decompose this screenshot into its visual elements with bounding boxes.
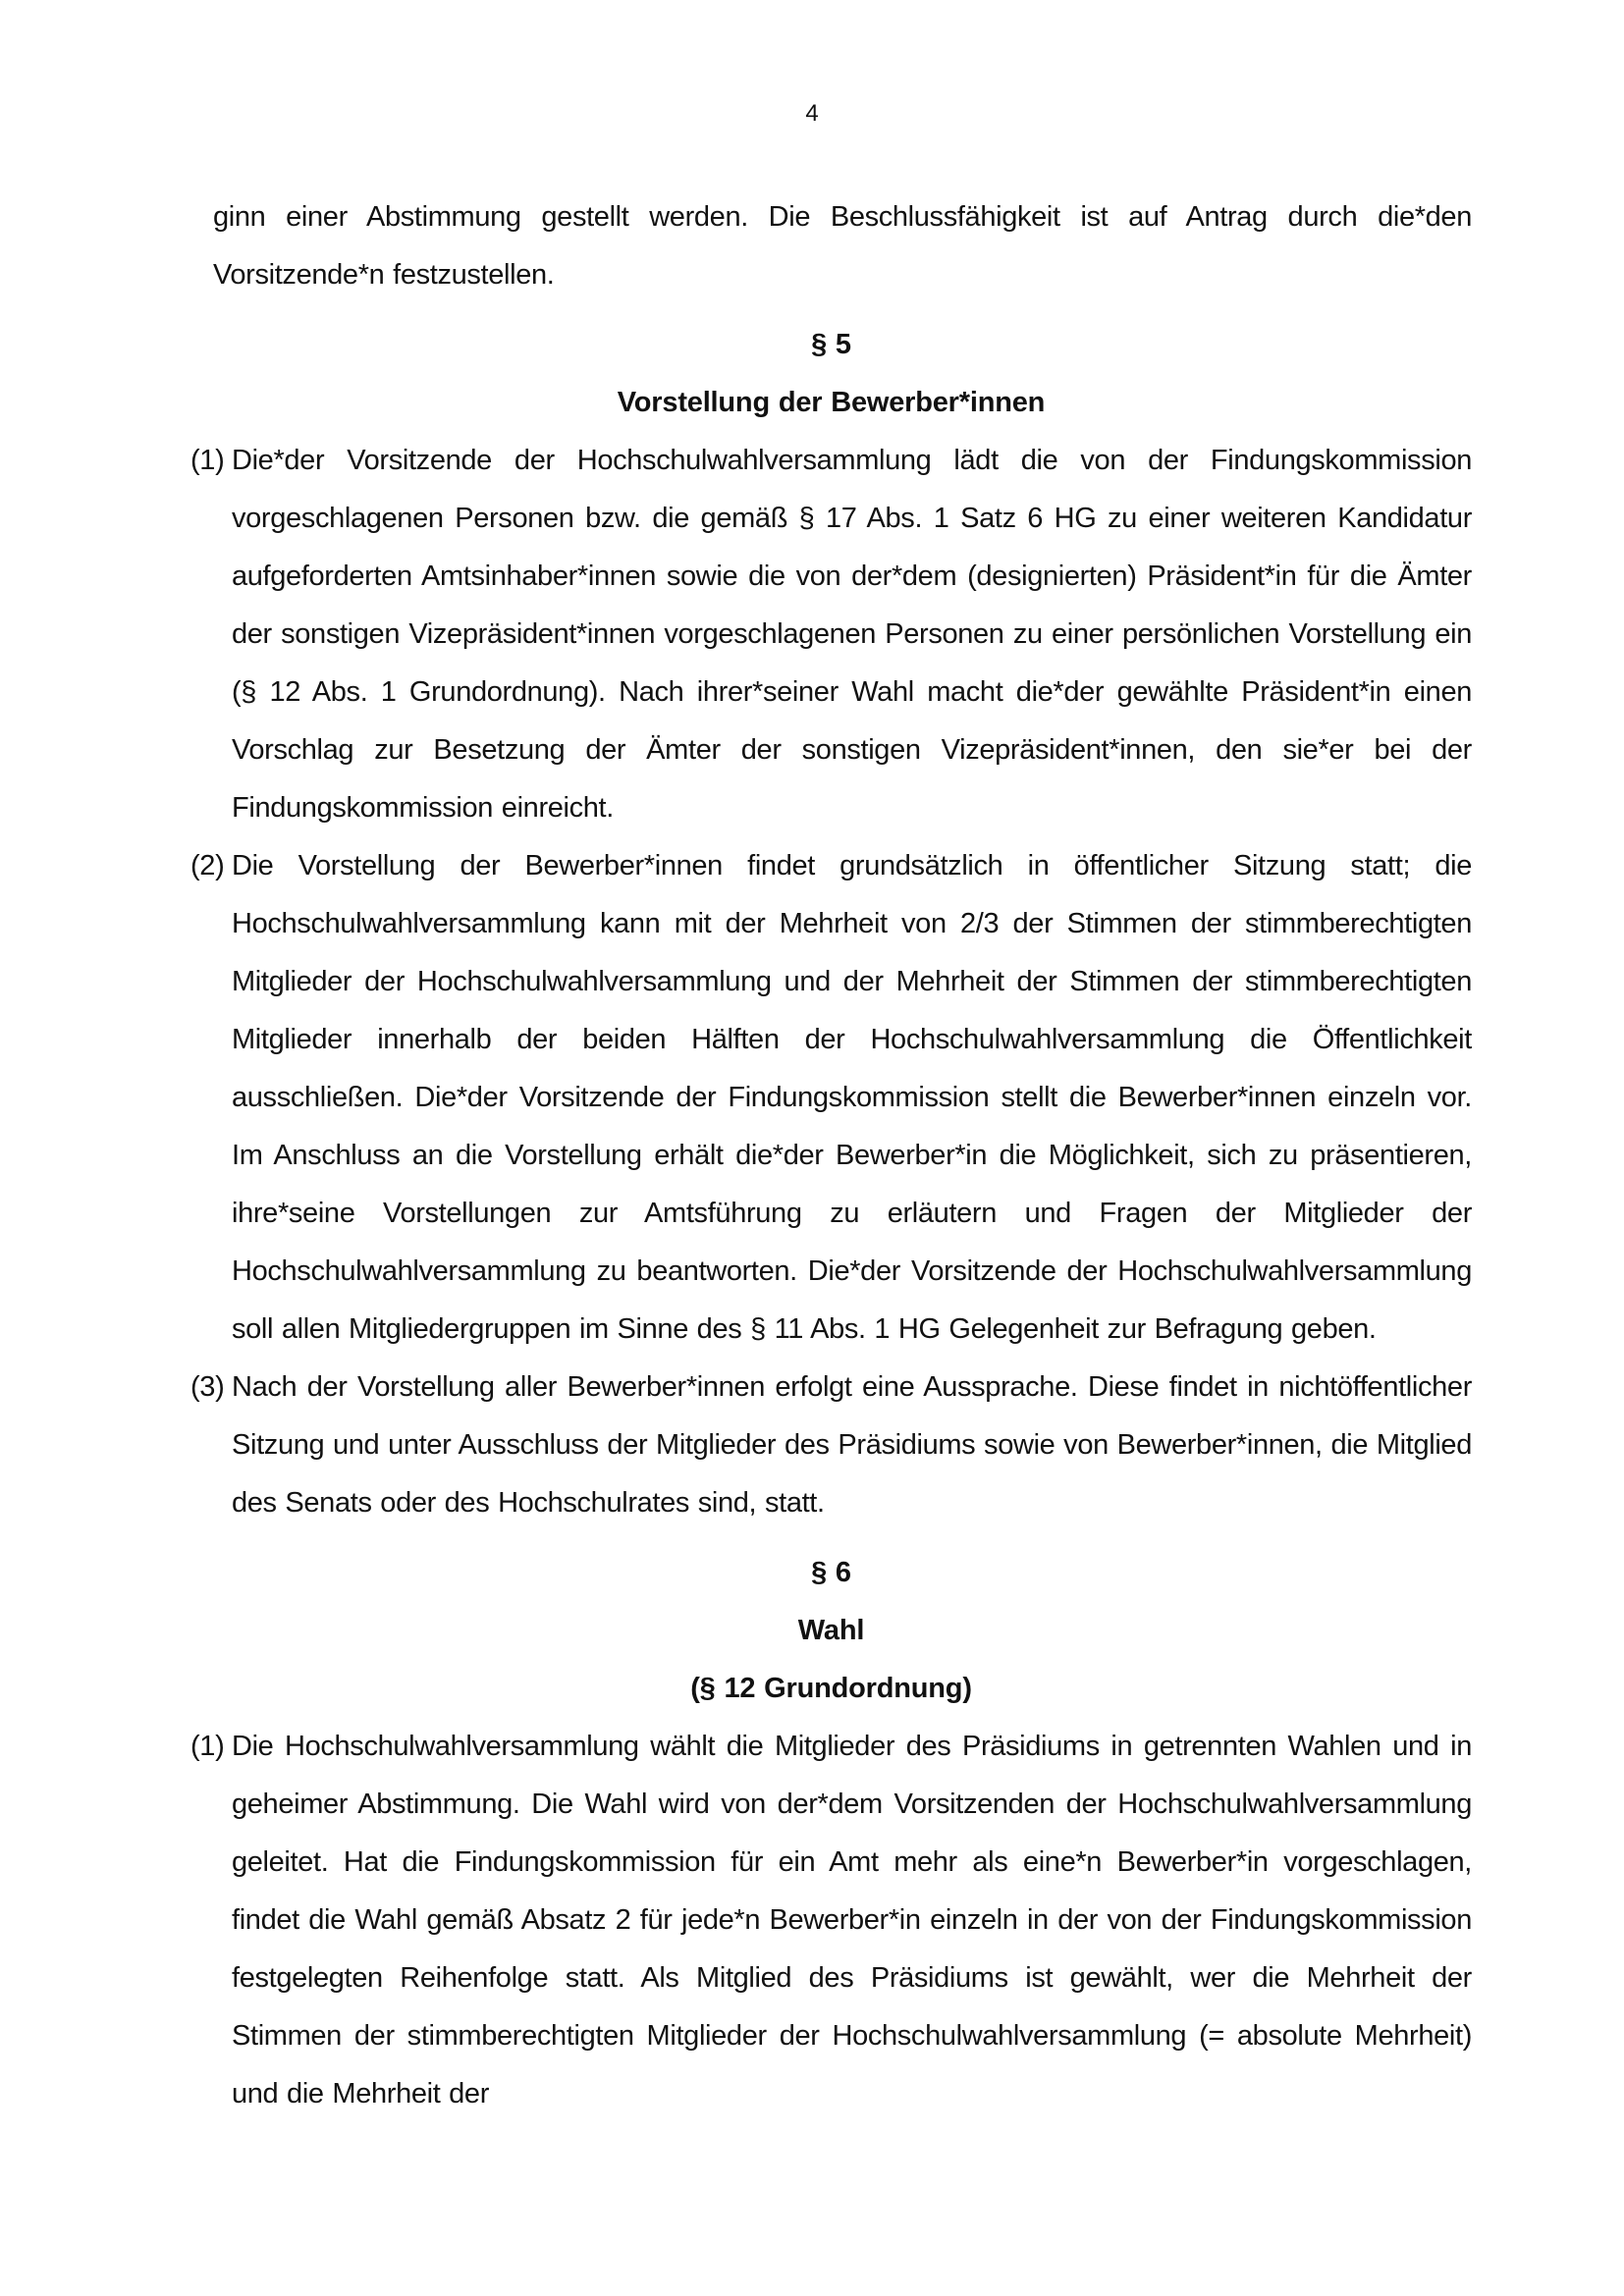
- section-5-item-3: [190, 1359, 1472, 1532]
- item-number: (3): [190, 1371, 225, 1403]
- item-text: Nach der Vorstellung aller Bewerber*innen erfolgt eine Aussprache. Diese findet in nichtöffentlicher Sitzung und unter Ausschluss der Mitglieder des Präsidiums sowie von Bewerber*innen, die Mitglied des Senats oder des Hochschulrates sind, statt.: [232, 1371, 1472, 1519]
- item-text: Die Hochschulwahlversammlung wählt die Mitglieder des Präsidiums in getrennten Wahlen und in geheimer Abstimmung. Die Wahl wird von der*dem Vorsitzenden der Hochschulwahlversammlung geleitet. Hat die Findungskommission für ein Amt mehr als eine*n Bewerber*in vorgeschlagen, findet die Wahl gemäß Absatz 2 für jede*n Bewerber*in einzeln in der von der Findungskommission festgelegten Reihenfolge statt. Als Mitglied des Präsidiums ist gewählt, wer die Mehrheit der Stimmen der stimmberechtigten Mitglieder der Hochschulwahlversammlung (= absolute Mehrheit) und die Mehrheit der: [232, 1731, 1472, 2109]
- item-number: (2): [190, 850, 225, 881]
- section-6-item-1: [190, 1718, 1472, 2123]
- page-number: 4: [805, 100, 819, 127]
- item-text: Die Vorstellung der Bewerber*innen findet grundsätzlich in öffentlicher Sitzung statt; die Hochschulwahlversammlung kann mit der Mehrheit von 2/3 der Stimmen der stimmberechtigten Mitglieder der Hochschulwahlversammlung und der Mehrheit der Stimmen der stimmberechtigten Mitglieder innerhalb der beiden Hälften der Hochschulwahlversammlung die Öffentlichkeit ausschließen. Die*der Vorsitzende der Findungskommission stellt die Bewerber*innen einzeln vor. Im Anschluss an die Vorstellung erhält die*der Bewerber*in die Möglichkeit, sich zu präsentieren, ihre*seine Vorstellungen zur Amtsführung zu erläutern und Fragen der Mitglieder der Hochschulwahlversammlung zu beantworten. Die*der Vorsitzende der Hochschulwahlversammlung soll allen Mitgliedergruppen im Sinne des § 11 Abs. 1 HG Gelegenheit zur Befragung geben.: [232, 850, 1472, 1345]
- section-5-title: Vorstellung der Bewerber*innen: [617, 387, 1046, 418]
- item-text: Die*der Vorsitzende der Hochschulwahlversammlung lädt die von der Findungskommission vorgeschlagenen Personen bzw. die gemäß § 17 Abs. 1 Satz 6 HG zu einer weiteren Kandidatur aufgeforderten Amtsinhaber*innen sowie die von der*dem (designierten) Präsident*in für die Ämter der sonstigen Vizepräsident*innen vorgeschlagenen Personen zu einer persönlichen Vorstellung ein (§ 12 Abs. 1 Grundordnung). Nach ihrer*seiner Wahl macht die*der gewählte Präsident*in einen Vorschlag zur Besetzung der Ämter der sonstigen Vizepräsident*innen, den sie*er bei der Findungskommission einreicht.: [232, 445, 1472, 824]
- item-number: (1): [190, 445, 225, 476]
- section-5-sign: § 5: [811, 329, 851, 360]
- item-number: (1): [190, 1731, 225, 1762]
- section-5-item-2: [190, 837, 1472, 1359]
- continuation-paragraph: ginn einer Abstimmung gestellt werden. Die Beschlussfähigkeit ist auf Antrag durch die*den Vorsitzende*n festzustellen.: [213, 201, 1472, 291]
- section-6-title: Wahl: [797, 1615, 865, 1646]
- section-6-sign: § 6: [811, 1557, 851, 1588]
- section-5-item-1: [190, 432, 1472, 837]
- section-6-subtitle: (§ 12 Grundordnung): [690, 1673, 972, 1704]
- document-body: [190, 188, 1472, 2123]
